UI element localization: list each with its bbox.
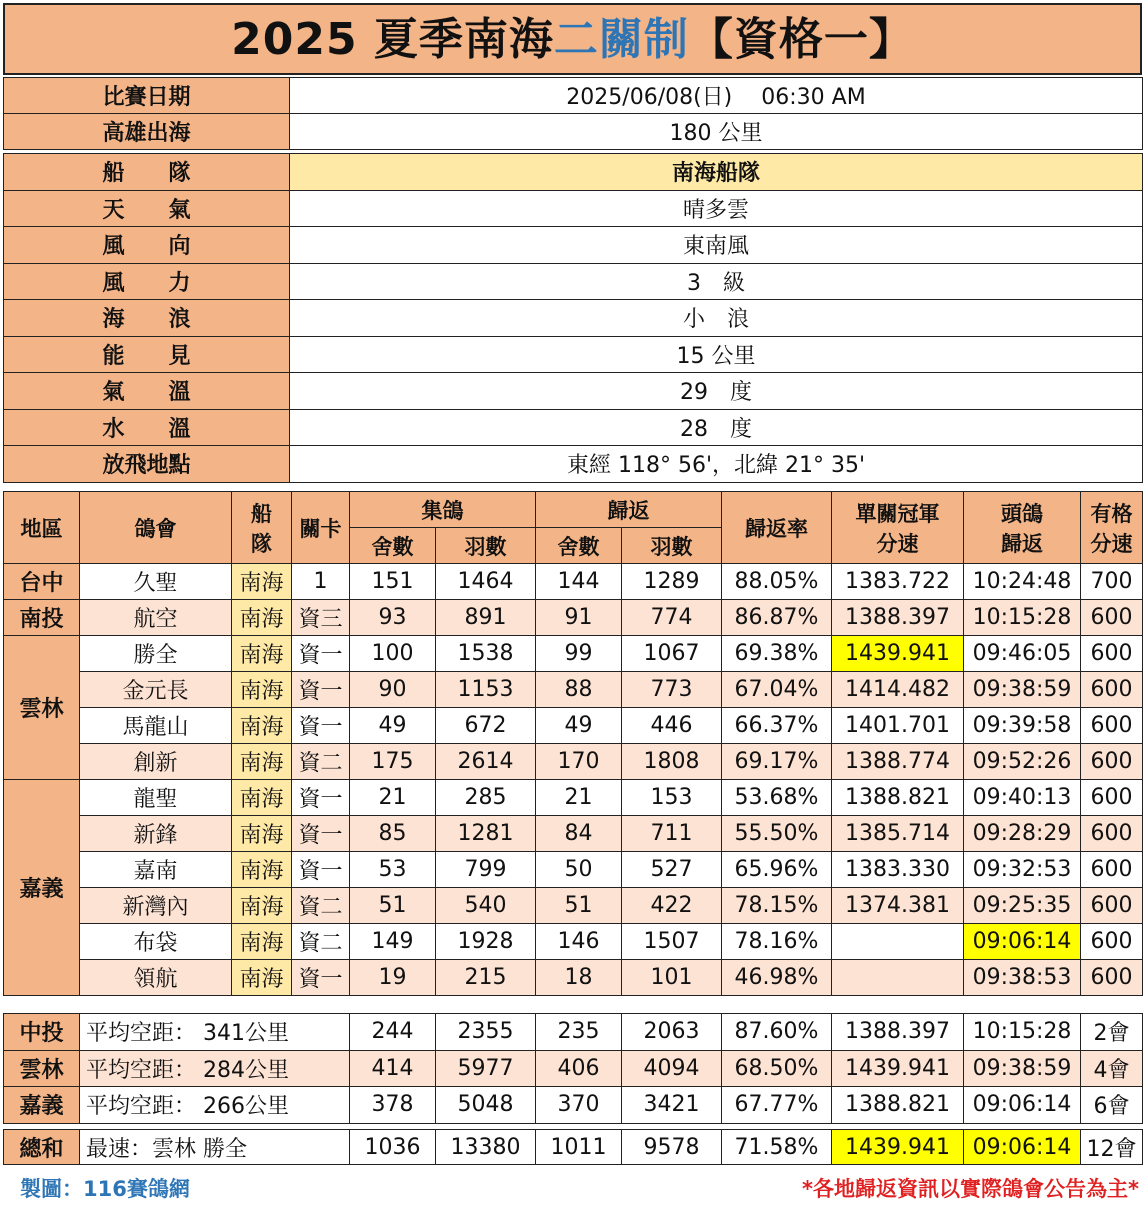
rate-cell: 69.17% [722,744,832,780]
summary-row [4,1087,1143,1124]
summary-collect-birds: 5977 [436,1050,536,1087]
return-lofts-cell: 88 [536,672,622,708]
speed-cell [832,960,964,996]
stage-cell: 資一 [292,816,350,852]
first-return-cell: 09:25:35 [964,888,1081,924]
footer-disclaimer: *各地歸返資訊以實際鴿會公告為主* [802,1177,1139,1201]
summary-first: 10:15:28 [964,1014,1081,1051]
return-birds-cell: 711 [622,816,722,852]
title-part1: 2025 夏季南海 [231,14,554,65]
conditions-table [3,153,1143,483]
summary-rate: 68.50% [722,1050,832,1087]
header-region: 地區 [4,492,80,564]
return-lofts-cell: 49 [536,708,622,744]
return-birds-cell: 774 [622,600,722,636]
fleet-cell: 南海 [232,744,292,780]
club-cell: 領航 [80,960,232,996]
rate-cell: 67.04% [722,672,832,708]
collect-birds-cell: 1464 [436,564,536,600]
rate-cell: 65.96% [722,852,832,888]
first-return-cell: 10:15:28 [964,600,1081,636]
first-return-cell-highlight: 09:06:14 [964,924,1081,960]
total-first-highlight: 09:06:14 [964,1130,1081,1165]
fleet-cell: 南海 [232,564,292,600]
condition-value: 15 公里 [290,336,1143,373]
club-cell: 金元長 [80,672,232,708]
page-title [3,3,1142,75]
stage-cell: 資一 [292,960,350,996]
return-birds-cell: 446 [622,708,722,744]
summary-clubs: 4會 [1081,1050,1143,1087]
total-return-lofts: 1011 [536,1130,622,1165]
condition-value: 東南風 [290,227,1143,264]
return-birds-cell: 422 [622,888,722,924]
collect-birds-cell: 2614 [436,744,536,780]
summary-region: 中投 [4,1014,80,1051]
club-cell: 馬龍山 [80,708,232,744]
header-club: 鴿會 [80,492,232,564]
collect-lofts-cell: 51 [350,888,436,924]
condition-value: 東經 118° 56'，北緯 21° 35' [290,446,1143,483]
return-lofts-cell: 21 [536,780,622,816]
table-row [4,924,1143,960]
table-row [4,780,1143,816]
first-return-cell: 09:28:29 [964,816,1081,852]
club-cell: 新鋒 [80,816,232,852]
speed-cell: 1388.821 [832,780,964,816]
qual-speed-cell: 600 [1081,708,1143,744]
header-first [964,492,1081,564]
summary-collect-birds: 2355 [436,1014,536,1051]
return-lofts-cell: 51 [536,888,622,924]
speed-cell: 1388.397 [832,600,964,636]
total-clubs: 12會 [1081,1130,1143,1165]
summary-return-lofts: 235 [536,1014,622,1051]
summary-speed: 1388.397 [832,1014,964,1051]
rate-cell: 69.38% [722,636,832,672]
summary-distance: 平均空距： 266公里 [80,1087,350,1124]
region-summary-table [3,1013,1143,1124]
summary-distance: 平均空距： 284公里 [80,1050,350,1087]
header-qual-line1: 有格 [1090,501,1133,526]
collect-birds-cell: 1281 [436,816,536,852]
header-returned: 歸返 [536,492,722,528]
club-cell: 勝全 [80,636,232,672]
table-row [4,852,1143,888]
collect-lofts-cell: 100 [350,636,436,672]
title-part2: 二關制 [553,14,689,65]
summary-row [4,1014,1143,1051]
first-return-cell: 09:38:59 [964,672,1081,708]
club-cell: 創新 [80,744,232,780]
qual-speed-cell: 600 [1081,600,1143,636]
first-return-cell: 09:39:58 [964,708,1081,744]
speed-cell-highlight: 1439.941 [832,636,964,672]
summary-return-lofts: 370 [536,1087,622,1124]
header-return-birds: 羽數 [622,528,722,564]
collect-lofts-cell: 151 [350,564,436,600]
table-row [4,960,1143,996]
collect-lofts-cell: 49 [350,708,436,744]
first-return-cell: 09:40:13 [964,780,1081,816]
total-rate: 71.58% [722,1130,832,1165]
table-row [4,888,1143,924]
fleet-cell: 南海 [232,636,292,672]
summary-speed: 1439.941 [832,1050,964,1087]
table-row [4,600,1143,636]
return-birds-cell: 527 [622,852,722,888]
header-rate: 歸返率 [722,492,832,564]
stage-cell: 資三 [292,600,350,636]
first-return-cell: 09:46:05 [964,636,1081,672]
first-return-cell: 09:38:53 [964,960,1081,996]
total-label: 總和 [4,1130,80,1165]
speed-cell: 1401.701 [832,708,964,744]
fleet-cell: 南海 [232,816,292,852]
rate-cell: 88.05% [722,564,832,600]
collect-lofts-cell: 93 [350,600,436,636]
origin-value: 180 公里 [290,114,1143,150]
date-label: 比賽日期 [4,78,290,114]
summary-return-birds: 2063 [622,1014,722,1051]
header-first-line1: 頭鴿 [1001,501,1043,526]
condition-value: 南海船隊 [290,154,1143,191]
rate-cell: 78.15% [722,888,832,924]
speed-cell: 1388.774 [832,744,964,780]
collect-birds-cell: 891 [436,600,536,636]
total-return-birds: 9578 [622,1130,722,1165]
club-cell: 久聖 [80,564,232,600]
condition-label: 水 溫 [4,409,290,446]
qual-speed-cell: 600 [1081,960,1143,996]
collect-lofts-cell: 175 [350,744,436,780]
collect-birds-cell: 672 [436,708,536,744]
speed-cell: 1383.722 [832,564,964,600]
title-part3: 【資格一】 [688,14,914,65]
region-cell: 嘉義 [4,780,80,996]
header-fleet-line2: 隊 [251,531,272,556]
stage-cell: 資一 [292,852,350,888]
header-qual-line2: 分速 [1090,531,1133,556]
collect-birds-cell: 215 [436,960,536,996]
summary-first: 09:38:59 [964,1050,1081,1087]
summary-return-lofts: 406 [536,1050,622,1087]
fleet-cell: 南海 [232,960,292,996]
stage-cell: 資二 [292,924,350,960]
region-cell: 雲林 [4,636,80,780]
collect-lofts-cell: 19 [350,960,436,996]
speed-cell: 1374.381 [832,888,964,924]
club-cell: 布袋 [80,924,232,960]
fleet-cell: 南海 [232,924,292,960]
first-return-cell: 09:52:26 [964,744,1081,780]
speed-cell: 1385.714 [832,816,964,852]
condition-value: 29 度 [290,373,1143,410]
stage-cell: 資一 [292,636,350,672]
qual-speed-cell: 600 [1081,924,1143,960]
qual-speed-cell: 600 [1081,888,1143,924]
return-lofts-cell: 170 [536,744,622,780]
table-row [4,816,1143,852]
condition-label: 風 向 [4,227,290,264]
fleet-cell: 南海 [232,708,292,744]
table-row [4,564,1143,600]
condition-label: 船 隊 [4,154,290,191]
speed-cell: 1383.330 [832,852,964,888]
table-row [4,744,1143,780]
stage-cell: 資二 [292,744,350,780]
rate-cell: 78.16% [722,924,832,960]
qual-speed-cell: 700 [1081,564,1143,600]
return-lofts-cell: 50 [536,852,622,888]
summary-collect-lofts: 244 [350,1014,436,1051]
date-value: 2025/06/08(日) 06:30 AM [290,78,1143,114]
rate-cell: 86.87% [722,600,832,636]
summary-rate: 87.60% [722,1014,832,1051]
return-birds-cell: 1289 [622,564,722,600]
header-collect-birds: 羽數 [436,528,536,564]
first-return-cell: 09:32:53 [964,852,1081,888]
return-lofts-cell: 146 [536,924,622,960]
qual-speed-cell: 600 [1081,780,1143,816]
total-collect-birds: 13380 [436,1130,536,1165]
collect-birds-cell: 1538 [436,636,536,672]
summary-collect-lofts: 414 [350,1050,436,1087]
condition-value: 28 度 [290,409,1143,446]
total-fastest: 最速：雲林 勝全 [80,1130,350,1165]
header-qual [1081,492,1143,564]
return-lofts-cell: 91 [536,600,622,636]
stage-cell: 資一 [292,708,350,744]
collect-birds-cell: 285 [436,780,536,816]
fleet-cell: 南海 [232,888,292,924]
condition-label: 海 浪 [4,300,290,337]
fleet-cell: 南海 [232,600,292,636]
stage-cell: 資一 [292,780,350,816]
collect-lofts-cell: 149 [350,924,436,960]
header-collect: 集鴿 [350,492,536,528]
collect-birds-cell: 799 [436,852,536,888]
summary-return-birds: 4094 [622,1050,722,1087]
first-return-cell: 10:24:48 [964,564,1081,600]
table-row [4,708,1143,744]
summary-clubs: 6會 [1081,1087,1143,1124]
header-speed [832,492,964,564]
race-info-table [3,77,1143,150]
club-cell: 航空 [80,600,232,636]
condition-label: 天 氣 [4,190,290,227]
return-birds-cell: 773 [622,672,722,708]
qual-speed-cell: 600 [1081,852,1143,888]
summary-speed: 1388.821 [832,1087,964,1124]
condition-label: 風 力 [4,263,290,300]
collect-birds-cell: 540 [436,888,536,924]
summary-first: 09:06:14 [964,1087,1081,1124]
header-collect-lofts: 舍數 [350,528,436,564]
collect-lofts-cell: 90 [350,672,436,708]
return-birds-cell: 1507 [622,924,722,960]
results-table [3,491,1143,996]
return-birds-cell: 101 [622,960,722,996]
collect-lofts-cell: 53 [350,852,436,888]
condition-value: 晴多雲 [290,190,1143,227]
qual-speed-cell: 600 [1081,744,1143,780]
return-lofts-cell: 144 [536,564,622,600]
stage-cell: 資一 [292,672,350,708]
footer-credit: 製圖：116賽鴿網 [20,1177,190,1201]
collect-birds-cell: 1928 [436,924,536,960]
condition-label: 放飛地點 [4,446,290,483]
summary-row [4,1050,1143,1087]
return-birds-cell: 1067 [622,636,722,672]
header-first-line2: 歸返 [1001,531,1043,556]
region-cell: 南投 [4,600,80,636]
condition-value: 3 級 [290,263,1143,300]
condition-label: 氣 溫 [4,373,290,410]
fleet-cell: 南海 [232,672,292,708]
total-row [4,1130,1143,1165]
table-row [4,672,1143,708]
total-collect-lofts: 1036 [350,1130,436,1165]
header-speed-line2: 分速 [876,531,919,556]
fleet-cell: 南海 [232,780,292,816]
region-cell: 台中 [4,564,80,600]
qual-speed-cell: 600 [1081,672,1143,708]
summary-return-birds: 3421 [622,1087,722,1124]
total-table [3,1129,1143,1165]
summary-rate: 67.77% [722,1087,832,1124]
collect-lofts-cell: 21 [350,780,436,816]
return-birds-cell: 153 [622,780,722,816]
rate-cell: 53.68% [722,780,832,816]
speed-cell: 1414.482 [832,672,964,708]
club-cell: 嘉南 [80,852,232,888]
fleet-cell: 南海 [232,852,292,888]
summary-collect-lofts: 378 [350,1087,436,1124]
header-fleet [232,492,292,564]
qual-speed-cell: 600 [1081,816,1143,852]
summary-clubs: 2會 [1081,1014,1143,1051]
club-cell: 新灣內 [80,888,232,924]
speed-cell [832,924,964,960]
qual-speed-cell: 600 [1081,636,1143,672]
club-cell: 龍聖 [80,780,232,816]
condition-value: 小 浪 [290,300,1143,337]
header-fleet-line1: 船 [251,501,272,526]
return-lofts-cell: 84 [536,816,622,852]
condition-label: 能 見 [4,336,290,373]
rate-cell: 66.37% [722,708,832,744]
origin-label: 高雄出海 [4,114,290,150]
return-lofts-cell: 18 [536,960,622,996]
total-speed-highlight: 1439.941 [832,1130,964,1165]
table-row [4,636,1143,672]
header-speed-line1: 單關冠軍 [855,501,940,526]
header-stage: 關卡 [292,492,350,564]
summary-region: 嘉義 [4,1087,80,1124]
rate-cell: 46.98% [722,960,832,996]
rate-cell: 55.50% [722,816,832,852]
collect-birds-cell: 1153 [436,672,536,708]
header-return-lofts: 舍數 [536,528,622,564]
summary-distance: 平均空距： 341公里 [80,1014,350,1051]
return-lofts-cell: 99 [536,636,622,672]
collect-lofts-cell: 85 [350,816,436,852]
stage-cell: 資二 [292,888,350,924]
summary-region: 雲林 [4,1050,80,1087]
return-birds-cell: 1808 [622,744,722,780]
summary-collect-birds: 5048 [436,1087,536,1124]
stage-cell: 1 [292,564,350,600]
